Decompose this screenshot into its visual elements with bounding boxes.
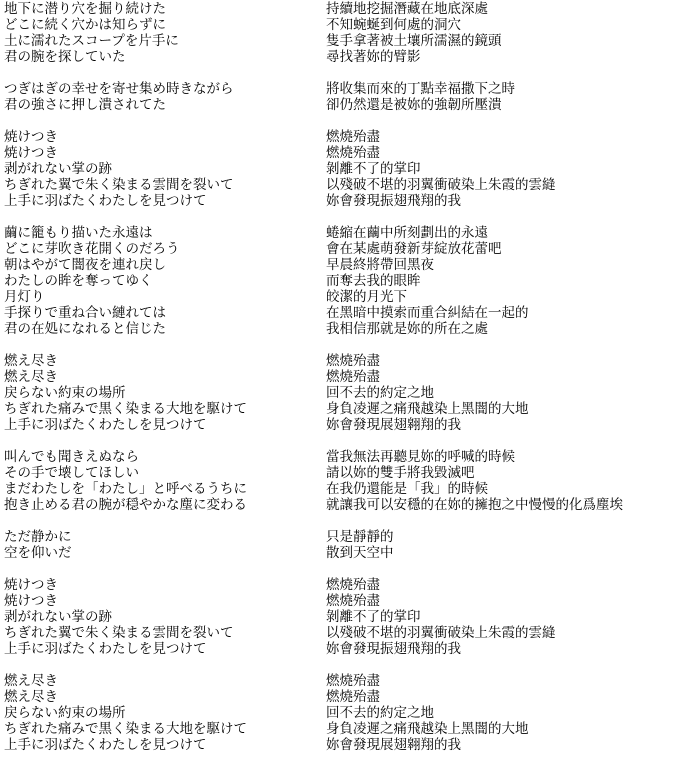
lyric-row [4,65,683,81]
japanese-line [4,209,326,225]
lyric-row [4,673,683,689]
japanese-line [4,513,326,529]
japanese-line [4,113,326,129]
japanese-line [4,65,326,81]
chinese-translation-line [326,337,683,353]
lyric-row [4,641,683,657]
lyric-row [4,433,683,449]
lyric-row [4,593,683,609]
japanese-line: つぎはぎの幸せを寄せ集め時きながら [4,81,234,97]
lyric-row [4,401,683,417]
lyric-row [4,177,683,193]
lyric-row [4,145,683,161]
chinese-translation-line: 而奪去我的眼眸 [326,273,421,289]
chinese-translation-line: 尋找著妳的臂影 [326,49,421,65]
japanese-line: 戻らない約束の場所 [4,705,126,721]
lyric-row [4,545,683,561]
chinese-translation-line: 燃燒殆盡 [326,689,380,705]
japanese-line: 焼けつき [4,129,58,145]
lyric-row [4,113,683,129]
lyric-row [4,721,683,737]
chinese-translation-line [326,433,683,449]
lyric-row [4,625,683,641]
japanese-line [4,433,326,449]
chinese-translation-line: 只是靜靜的 [326,529,394,545]
japanese-line: どこに続く穴かは知らずに [4,17,166,33]
chinese-translation-line: 回不去的約定之地 [326,385,434,401]
lyric-row [4,193,683,209]
lyric-row [4,417,683,433]
lyric-row [4,657,683,673]
lyric-row [4,369,683,385]
lyric-row [4,97,683,113]
lyric-row [4,81,683,97]
japanese-line: 叫んでも聞きえぬなら [4,449,139,465]
chinese-translation-line: 燃燒殆盡 [326,145,380,161]
japanese-line [4,337,326,353]
japanese-line: その手で壊してほしい [4,465,139,481]
lyric-row [4,689,683,705]
chinese-translation-line: 身負凌遲之痛飛越染上黑闇的大地 [326,721,529,737]
lyric-row [4,737,683,753]
chinese-translation-line: 在黑暗中摸索而重合糾結在一起的 [326,305,529,321]
chinese-translation-line: 不知蜿蜒到何處的洞穴 [326,17,461,33]
chinese-translation-line [326,561,683,577]
chinese-translation-line: 就讓我可以安穩的在妳的擁抱之中慢慢的化爲塵埃 [326,497,623,513]
lyric-row [4,337,683,353]
japanese-line: 焼けつき [4,145,58,161]
japanese-line: 君の強さに押し潰されてた [4,97,166,113]
japanese-line: 燃え尽き [4,689,58,705]
chinese-translation-line: 持續地挖掘潛藏在地底深處 [326,1,488,17]
lyric-row [4,289,683,305]
chinese-translation-line [326,113,683,129]
lyric-row [4,305,683,321]
japanese-line: 上手に羽ばたくわたしを見つけて [4,641,207,657]
japanese-line: ちぎれた痛みで黒く染まる大地を駆けて [4,721,247,737]
japanese-line: 上手に羽ばたくわたしを見つけて [4,193,207,209]
japanese-line: 燃え尽き [4,353,58,369]
japanese-line: 焼けつき [4,593,58,609]
japanese-line: 手探りで重ね合い縺れては [4,305,166,321]
chinese-translation-line: 將收集而來的丁點幸福撒下之時 [326,81,515,97]
japanese-line: 抱き止める君の腕が穏やかな塵に変わる [4,497,247,513]
japanese-line: 戻らない約束の場所 [4,385,126,401]
lyric-row [4,609,683,625]
chinese-translation-line: 早晨終將帶回黑夜 [326,257,434,273]
chinese-translation-line: 妳會發現振翅飛翔的我 [326,193,461,209]
japanese-line [4,657,326,673]
lyric-row [4,225,683,241]
japanese-line: わたしの眸を奪ってゆく [4,273,153,289]
chinese-translation-line: 燃燒殆盡 [326,577,380,593]
chinese-translation-line: 隻手拿著被土壤所濡濕的鏡頭 [326,33,502,49]
lyrics-table [4,1,683,753]
chinese-translation-line: 妳會發現展翅翱翔的我 [326,737,461,753]
lyric-row [4,49,683,65]
chinese-translation-line: 我相信那就是妳的所在之處 [326,321,488,337]
japanese-line: 焼けつき [4,577,58,593]
japanese-line: ただ静かに [4,529,72,545]
lyric-row [4,705,683,721]
chinese-translation-line: 妳會發現展翅翱翔的我 [326,417,461,433]
chinese-translation-line [326,65,683,81]
japanese-line: 剥がれない掌の跡 [4,609,112,625]
japanese-line: 朝はやがて闇夜を連れ戻し [4,257,166,273]
chinese-translation-line: 皎潔的月光下 [326,289,407,305]
chinese-translation-line [326,513,683,529]
lyric-row [4,577,683,593]
lyric-row [4,385,683,401]
chinese-translation-line: 燃燒殆盡 [326,353,380,369]
chinese-translation-line: 燃燒殆盡 [326,673,380,689]
lyric-row [4,273,683,289]
chinese-translation-line: 以殘破不堪的羽翼衝破染上朱霞的雲縫 [326,625,556,641]
lyric-row [4,209,683,225]
japanese-line: 地下に潜り穴を掘り続けた [4,1,166,17]
lyric-row [4,481,683,497]
japanese-line: ちぎれた翼で朱く染まる雲間を裂いて [4,625,234,641]
japanese-line: 君の腕を探していた [4,49,126,65]
lyric-row [4,353,683,369]
lyric-row [4,241,683,257]
lyric-row [4,161,683,177]
lyric-row [4,1,683,17]
japanese-line [4,561,326,577]
japanese-line: 空を仰いだ [4,545,72,561]
chinese-translation-line: 身負凌遲之痛飛越染上黑闇的大地 [326,401,529,417]
lyric-row [4,321,683,337]
lyric-row [4,513,683,529]
lyric-row [4,529,683,545]
japanese-line: ちぎれた痛みで黒く染まる大地を駆けて [4,401,247,417]
japanese-line: 君の在処になれると信じた [4,321,166,337]
chinese-translation-line: 剝離不了的掌印 [326,161,421,177]
chinese-translation-line: 當我無法再聽見妳的呼喊的時候 [326,449,515,465]
lyric-row [4,257,683,273]
japanese-line: まだわたしを「わたし」と呼べるうちに [4,481,247,497]
japanese-line: 月灯り [4,289,45,305]
lyric-row [4,17,683,33]
chinese-translation-line [326,657,683,673]
japanese-line: 剥がれない掌の跡 [4,161,112,177]
chinese-translation-line: 燃燒殆盡 [326,369,380,385]
lyric-row [4,497,683,513]
chinese-translation-line: 散到天空中 [326,545,394,561]
chinese-translation-line: 妳會發現振翅飛翔的我 [326,641,461,657]
lyric-row [4,33,683,49]
lyric-row [4,561,683,577]
chinese-translation-line [326,209,683,225]
chinese-translation-line: 在我仍還能是「我」的時候 [326,481,488,497]
chinese-translation-line: 回不去的約定之地 [326,705,434,721]
japanese-line: 上手に羽ばたくわたしを見つけて [4,417,207,433]
chinese-translation-line: 請以妳的雙手將我毀滅吧 [326,465,475,481]
lyric-row [4,449,683,465]
japanese-line: 燃え尽き [4,673,58,689]
japanese-line: どこに芽吹き花開くのだろう [4,241,180,257]
chinese-translation-line: 燃燒殆盡 [326,129,380,145]
chinese-translation-line: 以殘破不堪的羽翼衝破染上朱霞的雲縫 [326,177,556,193]
japanese-line: 燃え尽き [4,369,58,385]
japanese-line: 繭に籠もり描いた永遠は [4,225,153,241]
chinese-translation-line: 剝離不了的掌印 [326,609,421,625]
chinese-translation-line: 燃燒殆盡 [326,593,380,609]
chinese-translation-line: 卻仍然還是被妳的強韌所壓潰 [326,97,502,113]
japanese-line: 上手に羽ばたくわたしを見つけて [4,737,207,753]
japanese-line: 土に濡れたスコープを片手に [4,33,179,49]
japanese-line: ちぎれた翼で朱く染まる雲間を裂いて [4,177,234,193]
lyric-row [4,465,683,481]
chinese-translation-line: 會在某處萌發新芽綻放花蕾吧 [326,241,502,257]
chinese-translation-line: 蜷縮在繭中所刻劃出的永遠 [326,225,488,241]
lyric-row [4,129,683,145]
